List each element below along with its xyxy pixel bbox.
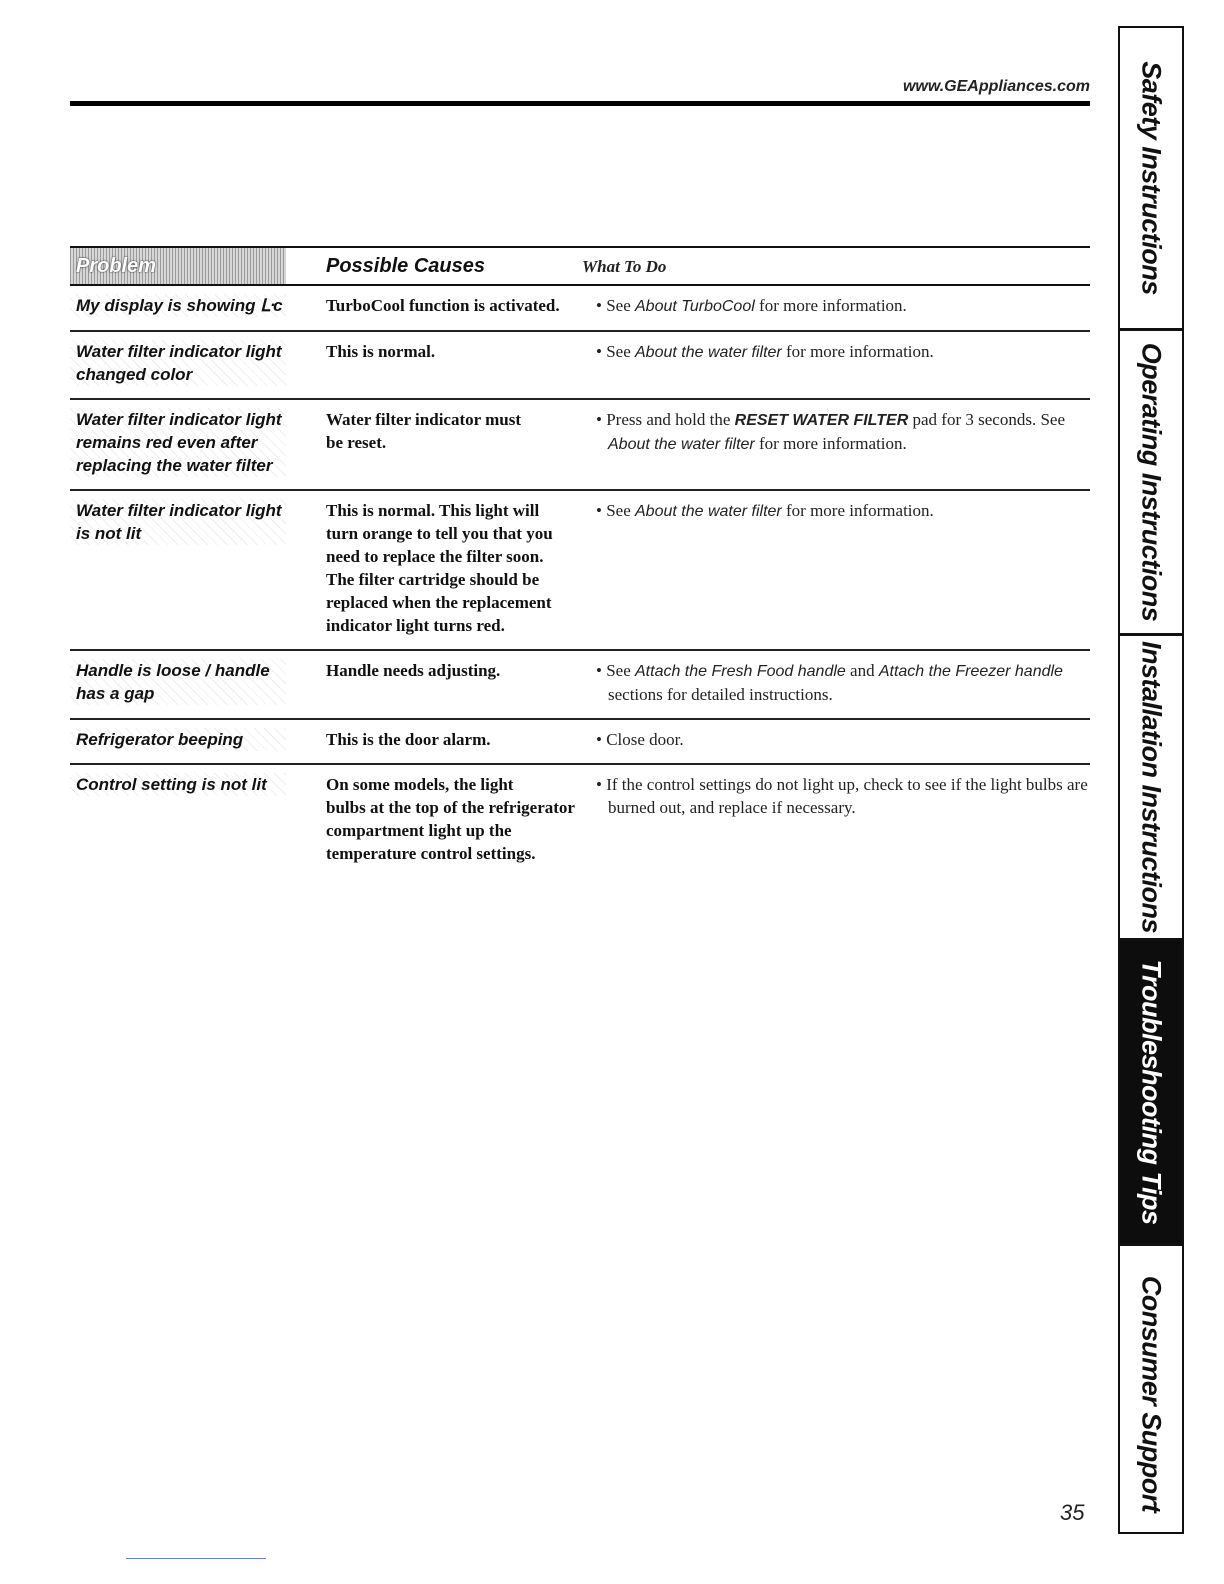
- cause-cell: Handle needs adjusting.: [326, 661, 501, 680]
- todo-cell: • See About the water filter for more information.: [596, 501, 934, 520]
- page-number: 35: [1060, 1500, 1085, 1525]
- cause-cell: This is the door alarm.: [326, 730, 491, 749]
- cause-cell: This is normal. This light will turn orange to tell you that you need to replace the filter soon. The filter cartridge should be replaced when the replacement indicator light turns red.: [326, 501, 553, 635]
- cause-cell: On some models, the light bulbs at the top of the refrigerator compartment light up the temperature control settings.: [326, 775, 575, 863]
- todo-cell: • See About the water filter for more information.: [596, 342, 934, 361]
- table-row: [70, 765, 1090, 877]
- table-row: [70, 286, 1090, 332]
- header-possible-causes: Possible Causes: [326, 254, 485, 277]
- problem-cell: Water filter indicator light changed color: [70, 340, 286, 386]
- todo-cell: • Close door.: [596, 730, 684, 749]
- header-what-to-do: What To Do: [582, 256, 667, 276]
- problem-cell: My display is showing ᒷc: [70, 294, 286, 317]
- todo-cell: • Press and hold the RESET WATER FILTER pad for 3 seconds. See About the water filter for more information.: [596, 410, 1066, 453]
- table-row: [70, 720, 1090, 765]
- table-row: [70, 332, 1090, 400]
- problem-cell: Water filter indicator light is not lit: [70, 499, 286, 545]
- tab-installation-instructions[interactable]: Installation Instructions: [1120, 636, 1182, 941]
- table-row: [70, 491, 1090, 651]
- cause-cell: TurboCool function is activated.: [326, 296, 560, 315]
- table-row: [70, 400, 1090, 491]
- header-problem: Problem: [70, 248, 286, 284]
- todo-cell: • See About TurboCool for more information.: [596, 296, 907, 315]
- section-tabs: [1118, 26, 1184, 1534]
- tab-operating-instructions[interactable]: Operating Instructions: [1120, 331, 1182, 636]
- todo-cell: • See Attach the Fresh Food handle and Attach the Freezer handle sections for detailed instructions.: [596, 661, 1063, 704]
- cause-cell: Water filter indicator must be reset.: [326, 410, 522, 452]
- table-header: [70, 246, 1090, 286]
- tab-consumer-support[interactable]: Consumer Support: [1136, 1275, 1167, 1513]
- problem-cell: Control setting is not lit: [70, 773, 286, 796]
- problem-cell: Handle is loose / handle has a gap: [70, 659, 286, 705]
- header-rule: [70, 101, 1090, 106]
- footer-line: [126, 1558, 266, 1559]
- troubleshooting-table: [70, 246, 1090, 877]
- tab-safety-instructions[interactable]: Safety Instructions: [1120, 28, 1182, 331]
- website-url: www.GEAppliances.com: [902, 78, 1090, 95]
- problem-cell: Water filter indicator light remains red even after replacing the water filter: [70, 408, 286, 477]
- table-row: [70, 651, 1090, 720]
- problem-cell: Refrigerator beeping: [70, 728, 286, 751]
- cause-cell: This is normal.: [326, 342, 436, 361]
- todo-cell: • If the control settings do not light up, check to see if the light bulbs are burned out, and replace if necessary.: [596, 775, 1088, 817]
- tab-troubleshooting-tips[interactable]: Troubleshooting Tips: [1120, 941, 1182, 1246]
